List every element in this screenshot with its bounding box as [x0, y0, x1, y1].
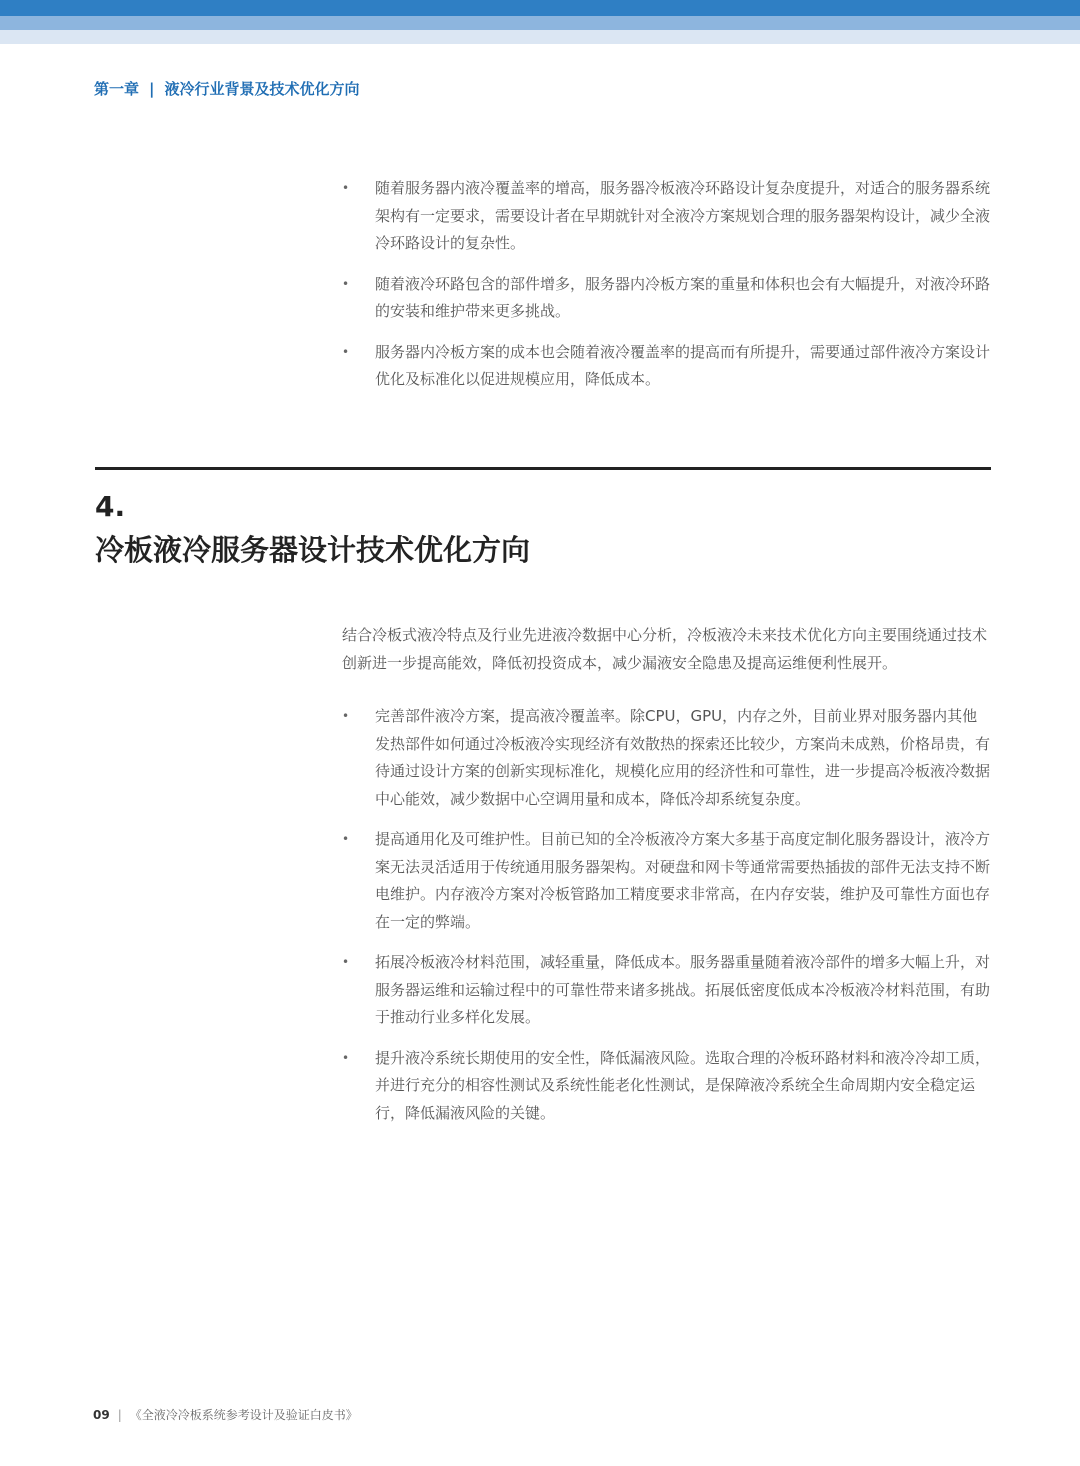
list-item — [340, 175, 992, 258]
list-item-text: 服务器内冷板方案的成本也会随着液冷覆盖率的提高而有所提升，需要通过部件液冷方案设计优化及标准化以促进规模应用，降低成本。 — [375, 342, 991, 388]
chapter-header — [94, 78, 360, 99]
list-item — [340, 271, 992, 326]
chapter-title: 液冷行业背景及技术优化方向 — [164, 80, 360, 98]
list-item — [340, 703, 992, 813]
top-band-dark — [0, 0, 1080, 16]
bullet-icon: • — [342, 181, 350, 195]
footer-separator: | — [117, 1408, 122, 1422]
list-item-text: 随着服务器内液冷覆盖率的增高，服务器冷板液冷环路设计复杂度提升，对适合的服务器系统架构有一定要求，需要设计者在早期就针对全液冷方案规划合理的服务器架构设计，减少全液冷环路设计的复杂性。 — [375, 179, 991, 252]
top-bullet-list — [340, 175, 992, 407]
list-item — [340, 949, 992, 1032]
section-bullet-list — [340, 703, 992, 1140]
bullet-icon: • — [342, 709, 350, 723]
page-number: 09 — [93, 1408, 110, 1422]
bullet-icon: • — [342, 344, 350, 359]
section-divider — [95, 467, 991, 470]
book-title: 《全液冷冷板系统参考设计及验证白皮书》 — [129, 1408, 358, 1422]
bullet-icon: • — [342, 832, 350, 846]
page-footer — [93, 1406, 358, 1423]
list-item — [340, 339, 992, 394]
header-separator: | — [149, 80, 155, 98]
bullet-icon: • — [342, 955, 350, 969]
list-item-text: 提高通用化及可维护性。目前已知的全冷板液冷方案大多基于高度定制化服务器设计，液冷方案无法灵活适用于传统通用服务器架构。对硬盘和网卡等通常需要热插拔的部件无法支持不断电维护。内存液冷方案对冷板管路加工精度要求非常高，在内存安装，维护及可靠性方面也存在一定的弊端。 — [375, 830, 991, 931]
section-title: 冷板液冷服务器设计技术优化方向 — [95, 533, 531, 567]
bullet-icon: • — [342, 1050, 350, 1065]
list-item — [340, 1045, 992, 1128]
top-band-light — [0, 30, 1080, 44]
section-number: 4. — [95, 490, 126, 523]
list-item — [340, 826, 992, 936]
list-item-text: 拓展冷板液冷材料范围，减轻重量，降低成本。服务器重量随着液冷部件的增多大幅上升，对服务器运维和运输过程中的可靠性带来诸多挑战。拓展低密度低成本冷板液冷材料范围，有助于推动行业多样化发展。 — [375, 953, 991, 1026]
bullet-icon: • — [342, 276, 350, 291]
top-band-mid — [0, 16, 1080, 30]
chapter-label: 第一章 — [94, 80, 140, 98]
section-intro: 结合冷板式液冷特点及行业先进液冷数据中心分析，冷板液冷未来技术优化方向主要围绕通过技术创新进一步提高能效，降低初投资成本，减少漏液安全隐患及提高运维便利性展开。 — [342, 626, 988, 672]
list-item-text: 完善部件液冷方案，提高液冷覆盖率。除CPU，GPU，内存之外，目前业界对服务器内其他发热部件如何通过冷板液冷实现经济有效散热的探索还比较少，方案尚未成熟，价格昂贵，有待通过设计方案的创新实现标准化，规模化应用的经济性和可靠性，进一步提高冷板液冷数据中心能效，减少数据中心空调用量和成本，降低冷却系统复杂度。 — [375, 707, 991, 808]
list-item-text: 提升液冷系统长期使用的安全性，降低漏液风险。选取合理的冷板环路材料和液冷冷却工质，并进行充分的相容性测试及系统性能老化性测试，是保障液冷系统全生命周期内安全稳定运行，降低漏液风险的关键。 — [375, 1048, 991, 1122]
list-item-text: 随着液冷环路包含的部件增多，服务器内冷板方案的重量和体积也会有大幅提升，对液冷环路的安装和维护带来更多挑战。 — [375, 274, 991, 320]
